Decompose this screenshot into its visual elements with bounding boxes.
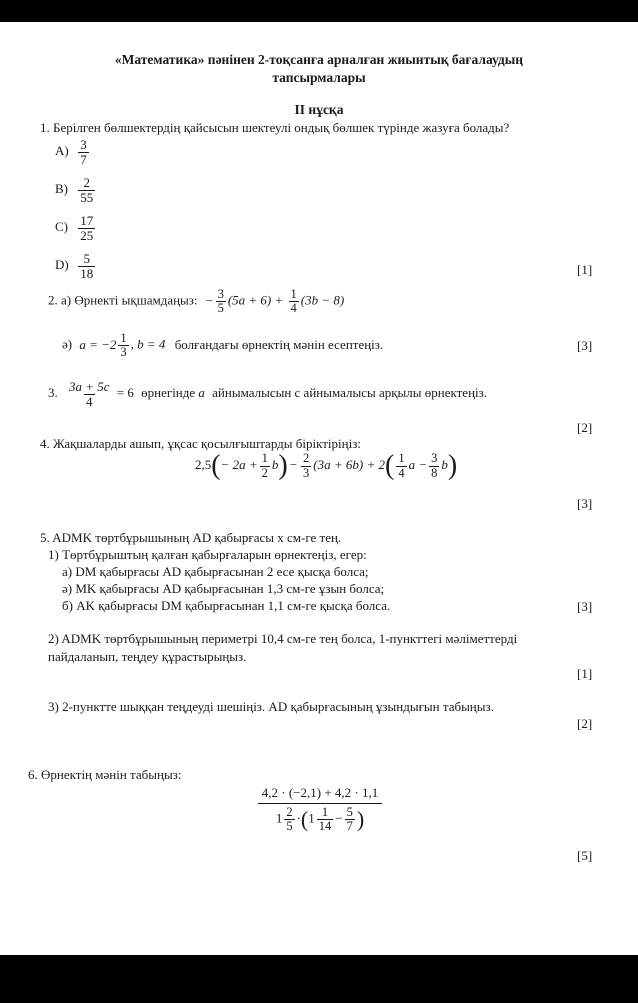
fraction: $\frac{1}{14}$ (318, 805, 332, 834)
q5-line5: б) AK қабырғасы DM қабырғасынан 1,1 см-ге қысқа болса. (62, 598, 391, 613)
fraction: $\frac{1}{4}$ (398, 451, 405, 480)
fraction: $\frac{1}{3}$ (120, 331, 127, 360)
q2b-expr-post: , b = 4 (130, 336, 166, 352)
variant-label: II нұсқа (294, 102, 344, 117)
q5-line3: а) DM қабырғасы AD қабырғасынан 2 есе қысқа болса; (62, 564, 369, 579)
q1-score: [1] (577, 262, 593, 277)
q2a-expr-part1: (5a + 6) + (227, 292, 284, 308)
q2b-line (62, 332, 383, 359)
fraction: $\frac{1}{2}$ (261, 451, 268, 480)
q4-text: 4. Жақшаларды ашып, ұқсас қосылғыштарды біріктіріңіз: (40, 436, 361, 451)
option-label: C) (55, 219, 68, 235)
fraction: $\frac{3}{5}$ (217, 287, 224, 316)
q5-part2-line1: 2) ADMK төртбұрышының периметрі 10,4 см-ге тең болса, 1-пункттегі мәліметтерді (48, 631, 518, 646)
option-label: A) (55, 143, 69, 159)
q3-text2: айнымалысын с айнымалысы арқылы өрнектеңіз. (212, 385, 488, 401)
q5-line1: 5. ADMK төртбұрышының AD қабырғасы x см-ге тең. (40, 530, 342, 545)
q3-number: 3. (48, 385, 58, 401)
q5-line2: 1) Төртбұрыштың қалған қабырғаларын өрнектеңіз, егер: (48, 547, 367, 562)
q2-score: [3] (577, 338, 593, 353)
q2a-text: 2. а) Өрнекті ықшамдаңыз: (48, 292, 198, 308)
q6-text: 6. Өрнектің мәнін табыңыз: (28, 767, 182, 782)
worksheet-title-line1: «Математика» пәнінен 2-тоқсанға арналған жиынтық бағалаудың (114, 52, 524, 67)
fraction: $\frac{2}{55}$ (80, 175, 94, 205)
fraction: $\frac{2}{3}$ (303, 451, 310, 480)
q1-option-c (55, 214, 97, 242)
q1-option-b (55, 176, 97, 204)
fraction: $\frac{17}{25}$ (80, 213, 94, 243)
q5-part3-line1: 3) 2-пунктте шыққан теңдеуді шешіңіз. AD қабырғасының ұзындығын табыңыз. (48, 699, 494, 714)
q6-expression (258, 785, 382, 833)
q5-score1: [3] (577, 599, 593, 614)
q2b-expr-pre: a = −2 (79, 336, 117, 352)
q6-score: [5] (577, 848, 593, 863)
option-label: B) (55, 181, 68, 197)
q1-option-a (55, 138, 91, 166)
q2b-label: ә) (62, 336, 73, 352)
q3-score: [2] (577, 420, 593, 435)
fraction: $\frac{3}{8}$ (431, 451, 438, 480)
q2a-expr-part2: (3b − 8) (300, 292, 345, 308)
fraction: $\frac{3a + 5c}{4}$ (69, 379, 110, 409)
q4-expression: 2,5(− 2a + $\frac{1}{2}$ b) − $\frac{2}{3}$ (3a + 6b) + 2( $\frac{1}{4}$ a − $\frac{3}{8}$ b) (195, 450, 458, 481)
q5-score3: [2] (577, 716, 593, 731)
q5-part2-line2: пайдаланып, теңдеу құрастырыңыз. (48, 649, 247, 664)
q3-eq: = 6 (116, 385, 134, 401)
fraction: $\frac{3}{7}$ (80, 137, 87, 167)
q5-score2: [1] (577, 666, 593, 681)
q4-score: [3] (577, 496, 593, 511)
q3-line (48, 380, 487, 408)
q6-numerator: 4,2 · (−2,1) + 4,2 · 1,1 (258, 785, 382, 804)
fraction: $\frac{1}{4}$ (290, 287, 297, 316)
q2b-text: болғандағы өрнектің мәнін есептеңіз. (174, 336, 384, 352)
q5-line4: ә) MK қабырғасы AD қабырғасынан 1,3 см-ге ұзын болса; (62, 581, 385, 596)
fraction: $\frac{5}{18}$ (80, 251, 94, 281)
option-label: D) (55, 257, 69, 273)
q1-option-d (55, 252, 97, 280)
top-black-band (0, 0, 638, 22)
bottom-black-band (0, 955, 638, 1003)
q2a-line: 2. а) Өрнекті ықшамдаңыз: − $\frac{3}{5}$ (5a + 6) + $\frac{1}{4}$ (3b − 8) (48, 287, 345, 316)
q3-var: a (198, 385, 205, 401)
fraction: $\frac{2}{5}$ (286, 805, 293, 834)
q6-denominator: 1 $\frac{2}{5}$ ·(1 $\frac{1}{14}$ − $\frac{5}{7}$ ) (275, 805, 365, 834)
worksheet-title-line2: тапсырмалары (272, 70, 366, 85)
q1-text: 1. Берілген бөлшектердің қайсысын шектеулі ондық бөлшек түрінде жазуға болады? (40, 120, 510, 135)
fraction: $\frac{5}{7}$ (346, 805, 353, 834)
q3-text: өрнегінде (141, 385, 196, 401)
